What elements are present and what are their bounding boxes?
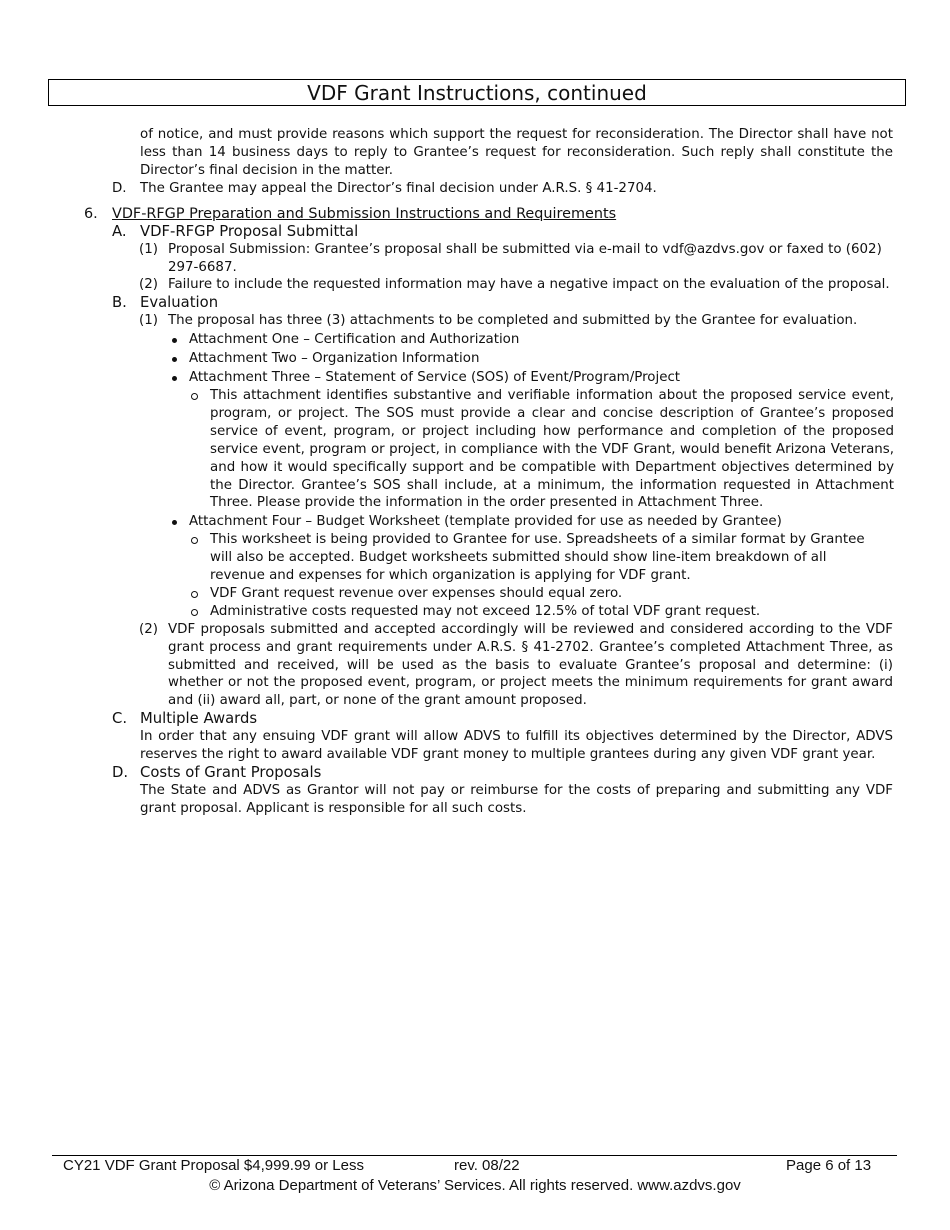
sub-bullet-text: This worksheet is being provided to Grantee for use. Spreadsheets of a similar format by Grantee will also be accepted. Budget worksheets submitted should show line-item breakdown of all revenue and expenses for which organization is applying for VDF grant. [210,532,865,584]
sub-bullet-text: VDF Grant request revenue over expenses should equal zero. [210,585,623,601]
sub-bullet-text: Administrative costs requested may not exceed 12.5% of total VDF grant request. [210,603,761,619]
subsection-heading-text: Evaluation [140,294,219,312]
attachment-four-sub-2 [210,585,880,603]
item-marker: (2) [139,277,158,293]
item-text: VDF proposals submitted and accepted accordingly will be reviewed and considered according to the VDF grant process and grant requirements under A.R.S. § 41-2702. Grantee’s completed Attachment Three, as submitted and received, will be used as the basis to evaluate Grantee’s proposal and determine: (i) whether or not the proposed event, program, or project meets the minimum requirements for grant award and (ii) award all, part, or none of the grant amount proposed. [168,621,893,709]
bullet-text: Attachment One – Certification and Authorization [189,332,520,348]
attachment-four-sub-3 [210,603,880,621]
item-marker: D. [112,180,127,196]
page-title: VDF Grant Instructions, continued [48,79,906,106]
bullet-icon [172,357,177,362]
subsection-a-heading [112,222,893,241]
bullet-text: Attachment Two – Organization Information [189,351,480,367]
subsection-c-heading [112,710,893,728]
item-marker: (1) [139,313,158,329]
circle-bullet-icon [191,393,198,400]
footer-copyright: © Arizona Department of Veterans’ Services. All rights reserved. www.azdvs.gov [209,1177,741,1194]
bullet-icon [172,520,177,525]
subsection-heading-text: Costs of Grant Proposals [140,764,322,782]
circle-bullet-icon [191,591,198,598]
footer-divider [52,1155,897,1156]
multiple-awards-text: In order that any ensuing VDF grant will allow ADVS to fulfill its objectives determined by the Director, ADVS reserves the right to award available VDF grant money to multiple grantees during any given VDF grant year. [140,729,893,763]
footer-page-number: Page 6 of 13 [786,1157,872,1174]
a-item-1 [139,241,893,277]
subsection-heading-text: Multiple Awards [140,710,258,728]
subsection-b-heading [112,294,893,312]
subsection-marker: C. [112,710,128,728]
sub-bullet-text: This attachment identifies substantive and verifiable information about the proposed service event, program, or project. The SOS must provide a clear and concise description of Grantee’s proposed service of event, program, or project including how performance and completion of the proposed service event, program or project, in compliance with the VDF Grant, would benefit Arizona Veterans, and how it would specifically support and be compatible with Department objectives determined by the Director. Grantee’s SOS shall include, at a minimum, the information requested in Attachment Three. Please provide the information in the order presented in Attachment Three. [210,387,894,511]
item-marker: (1) [139,241,158,257]
section-heading-text: VDF-RFGP Preparation and Submission Instructions and Requirements [112,205,617,222]
attachment-four-sub-1 [210,531,880,585]
b-item-2 [139,621,893,711]
section-6-heading [84,205,872,223]
bullet-attachment-one [189,331,893,349]
item-d-appeal [112,180,893,198]
b-item-1 [139,312,893,330]
item-text: The proposal has three (3) attachments to be completed and submitted by the Grantee for evaluation. [168,313,858,329]
subsection-marker: B. [112,294,127,312]
item-marker: (2) [139,621,158,637]
document-body [0,126,950,818]
bullet-text: Attachment Three – Statement of Service (SOS) of Event/Program/Project [189,370,681,386]
bullet-icon [172,376,177,381]
bullet-attachment-four [189,513,893,531]
item-text: Failure to include the requested information may have a negative impact on the evaluation of the proposal. [168,277,890,293]
circle-bullet-icon [191,609,198,616]
continuation-paragraph: of notice, and must provide reasons which support the request for reconsideration. The Director shall have not less than 14 business days to reply to Grantee’s request for reconsideration. Such reply shall constitute the Director’s final decision in the matter. [140,127,893,178]
bullet-icon [172,338,177,343]
item-text: Proposal Submission: Grantee’s proposal shall be submitted via e-mail to vdf@azdvs.gov or faxed to (602) 297-6687. [168,241,882,275]
footer-revision: rev. 08/22 [454,1157,520,1174]
footer-document-name: CY21 VDF Grant Proposal $4,999.99 or Less [63,1157,364,1174]
item-text: The Grantee may appeal the Director’s final decision under A.R.S. § 41-2704. [140,180,657,196]
a-item-2 [139,276,893,294]
section-number: 6. [84,205,98,222]
circle-bullet-icon [191,537,198,544]
subsection-marker: A. [112,222,127,240]
costs-text: The State and ADVS as Grantor will not pay or reimburse for the costs of preparing and submitting any VDF grant proposal. Applicant is responsible for all such costs. [140,783,893,816]
subsection-d-heading [112,764,893,782]
attachment-three-description [210,387,894,512]
subsection-marker: D. [112,764,129,782]
bullet-attachment-two [189,350,893,368]
bullet-text: Attachment Four – Budget Worksheet (template provided for use as needed by Grantee) [189,514,782,530]
subsection-heading-text: VDF-RFGP Proposal Submittal [140,222,359,240]
bullet-attachment-three [189,369,893,387]
